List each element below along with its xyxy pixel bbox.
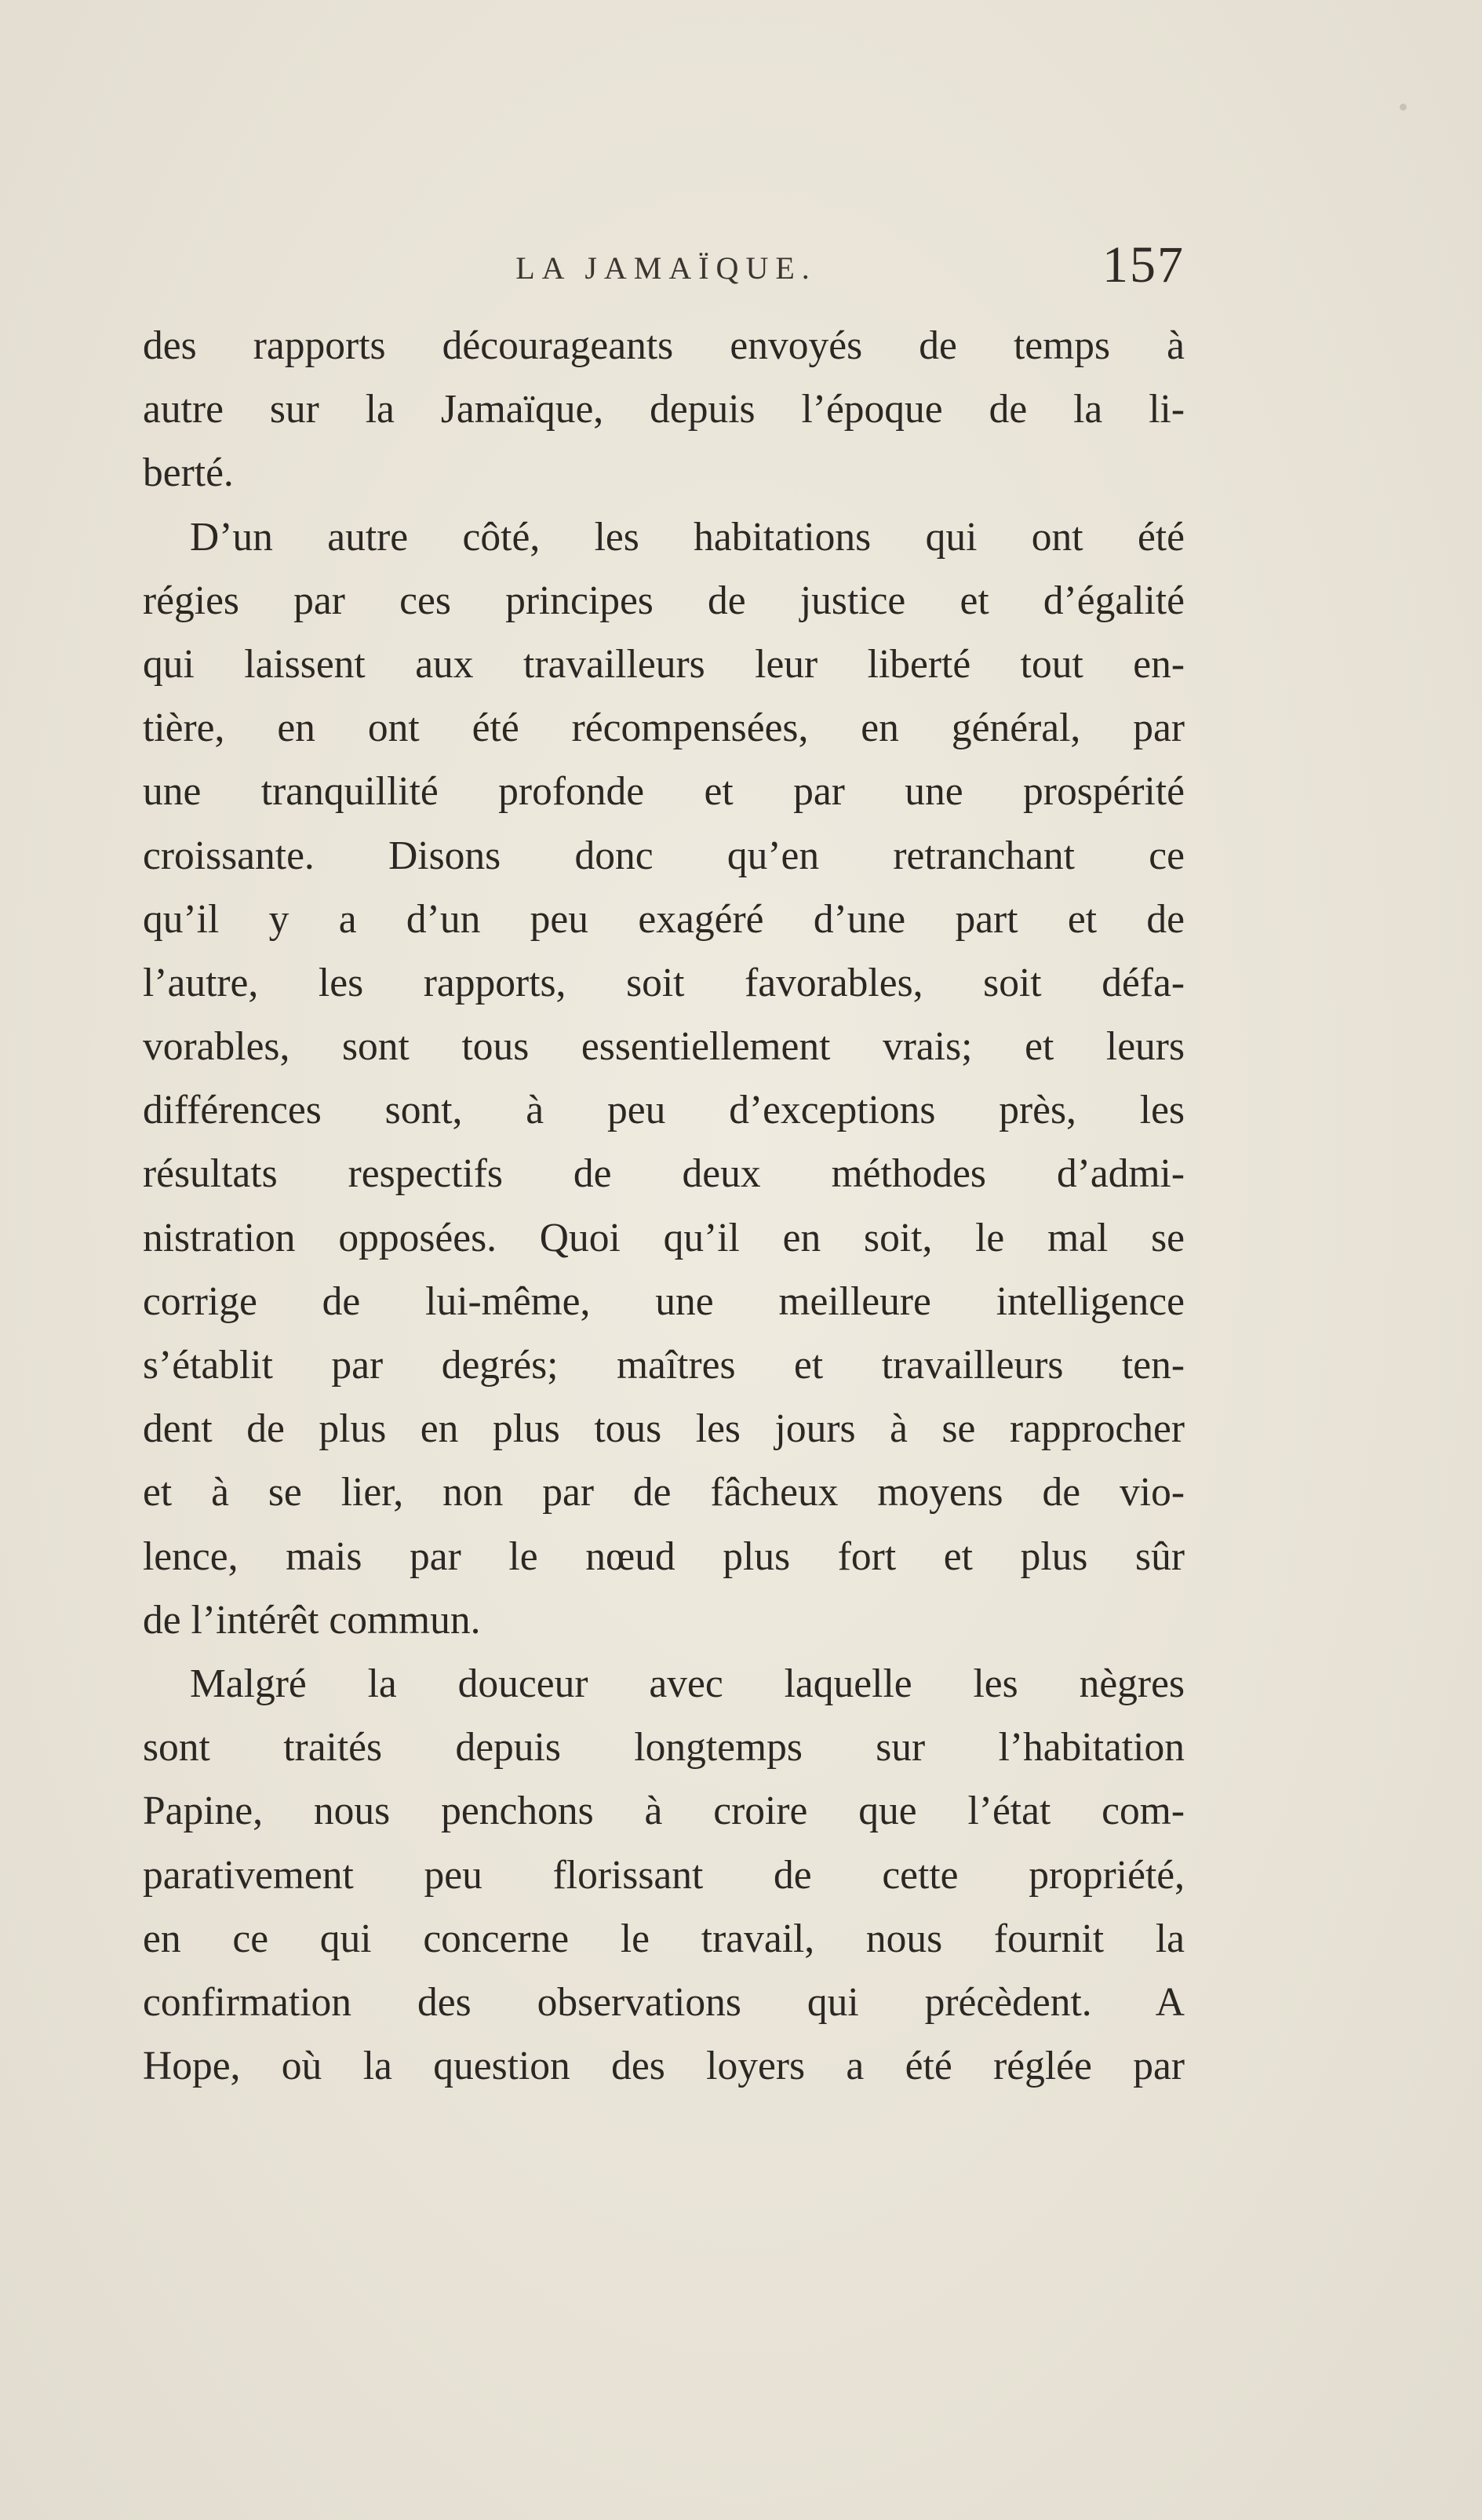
- running-head: [147, 235, 1185, 306]
- text-line: qu’il y a d’un peu exagéré d’une part et de: [143, 896, 1185, 942]
- text-line: dent de plus en plus tous les jours à se rapprocher: [143, 1406, 1185, 1452]
- text-line: l’autre, les rapports, soit favorables, soit défa-: [143, 960, 1185, 1005]
- body-text: [143, 314, 1185, 2098]
- text-line: Malgré la douceur avec laquelle les nègres: [190, 1661, 1185, 1706]
- text-line: Hope, où la question des loyers a été réglée par: [143, 2044, 1185, 2089]
- text-line: de l’intérêt commun.: [143, 1597, 481, 1643]
- page-number: 157: [1102, 236, 1185, 294]
- text-line: différences sont, à peu d’exceptions près, les: [143, 1088, 1185, 1133]
- text-line: s’établit par degrés; maîtres et travailleurs ten-: [143, 1343, 1185, 1388]
- text-line: D’un autre côté, les habitations qui ont été: [190, 514, 1185, 560]
- text-line: croissante. Disons donc qu’en retranchant ce: [143, 833, 1185, 878]
- text-line: résultats respectifs de deux méthodes d’admi-: [143, 1151, 1185, 1197]
- paper-speck: [1400, 104, 1407, 111]
- text-line: berté.: [143, 450, 234, 496]
- text-line: confirmation des observations qui précèdent. A: [143, 1979, 1185, 2025]
- text-line: tière, en ont été récompensées, en général, par: [143, 706, 1185, 751]
- text-line: Papine, nous penchons à croire que l’état com-: [143, 1789, 1185, 1834]
- text-line: vorables, sont tous essentiellement vrais; et leurs: [143, 1024, 1185, 1070]
- text-line: régies par ces principes de justice et d’égalité: [143, 578, 1185, 623]
- text-line: une tranquillité profonde et par une prospérité: [143, 769, 1185, 815]
- text-line: et à se lier, non par de fâcheux moyens de vio-: [143, 1470, 1185, 1515]
- text-line: corrige de lui-même, une meilleure intelligence: [143, 1278, 1185, 1324]
- text-line: parativement peu florissant de cette propriété,: [143, 1852, 1185, 1898]
- text-line: des rapports décourageants envoyés de temps à: [143, 323, 1185, 368]
- text-line: en ce qui concerne le travail, nous fournit la: [143, 1916, 1185, 1961]
- text-line: qui laissent aux travailleurs leur liberté tout en-: [143, 641, 1185, 687]
- text-line: lence, mais par le nœud plus fort et plus sûr: [143, 1534, 1185, 1579]
- text-line: nistration opposées. Quoi qu’il en soit, le mal se: [143, 1215, 1185, 1260]
- text-line: autre sur la Jamaïque, depuis l’époque de la li-: [143, 387, 1185, 432]
- running-title: LA JAMAÏQUE.: [515, 250, 817, 286]
- text-line: sont traités depuis longtemps sur l’habitation: [143, 1725, 1185, 1771]
